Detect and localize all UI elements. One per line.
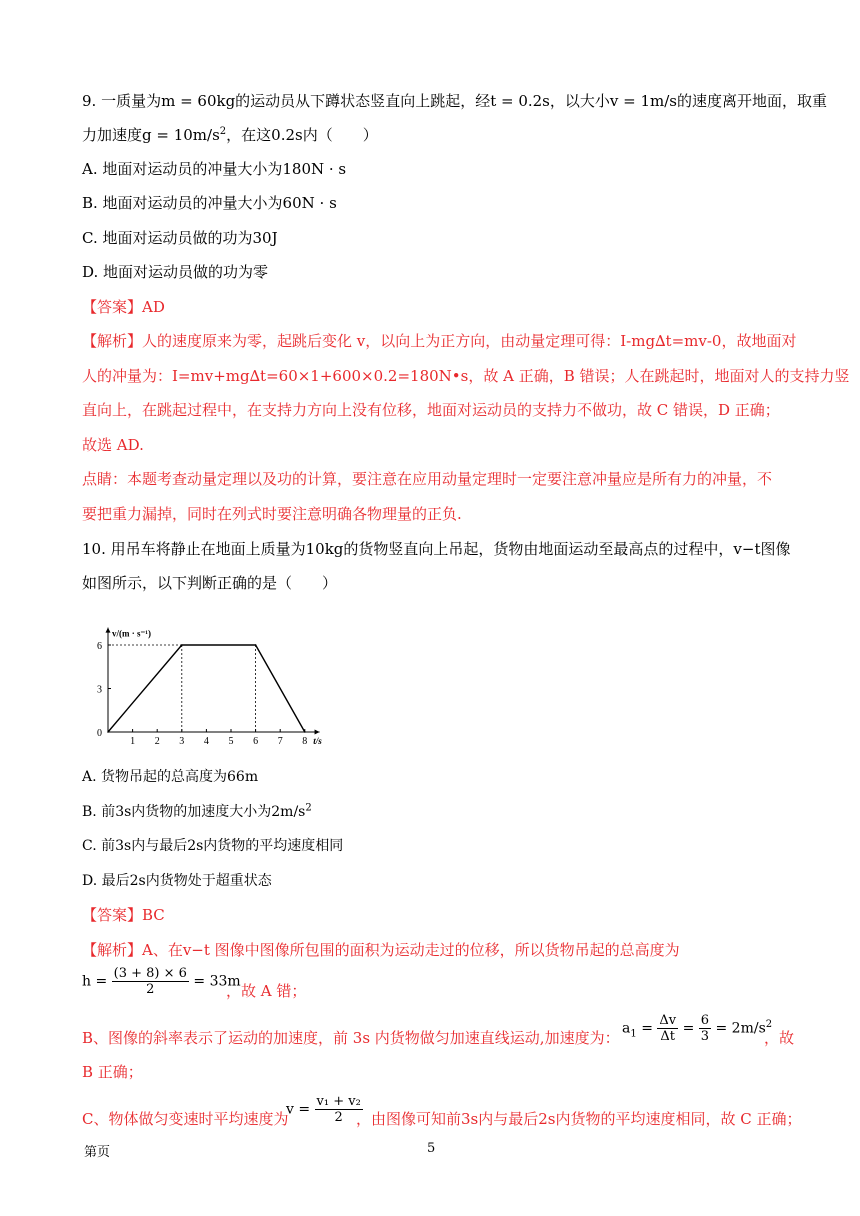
q9-option-a: A. 地面对运动员的冲量大小为180N · s [82, 160, 347, 178]
x-tick-label: 2 [154, 736, 160, 746]
q9-stem-tail: ，在这0.2s内（ ） [226, 126, 378, 144]
q10-analysis-b-line1: B、图像的斜率表示了运动的加速度，前 3s 内货物做匀加速直线运动,加速度为： [82, 1029, 620, 1047]
data-point [181, 644, 183, 646]
q10-option-b-sup: 2 [305, 802, 312, 814]
x-tick-label: 3 [179, 736, 185, 746]
x-tick-label: 7 [277, 736, 283, 746]
data-point [304, 731, 306, 733]
q10-analysis-b-line3: B 正确； [82, 1063, 143, 1081]
formula-height-lhs: h = [82, 973, 108, 990]
formula-accel-num2: 6 [700, 1013, 710, 1028]
data-point [255, 644, 257, 646]
q9-gravity-sup: 2 [219, 126, 227, 137]
q10-stem-line2: 如图所示，以下判断正确的是（ ） [82, 574, 338, 592]
x-tick-label: 6 [253, 736, 259, 746]
y-tick-label: 6 [97, 641, 102, 652]
q9-analysis-line4: 故选 AD. [82, 436, 144, 454]
formula-accel-sub: 1 [630, 1028, 637, 1040]
q9-option-d: D. 地面对运动员做的功为零 [82, 263, 269, 281]
page-number: 5 [427, 1141, 436, 1156]
x-tick-label: 5 [228, 736, 234, 746]
formula-average-velocity [286, 1094, 363, 1125]
q10-option-a: A. 货物吊起的总高度为66m [82, 769, 259, 785]
y-axis-arrow [106, 628, 111, 633]
formula-accel-rhs: = 2m/s [715, 1020, 766, 1037]
q10-analysis-a-line2: ，故 A 错； [226, 982, 307, 1000]
q10-analysis-a-line1: 【解析】A、在v−t 图像中图像所包围的面积为运动走过的位移，所以货物吊起的总高度为 [82, 941, 680, 959]
q10-option-c: C. 前3s内与最后2s内货物的平均速度相同 [82, 838, 344, 854]
formula-accel-fraction1 [657, 1013, 678, 1044]
q9-tip-line2: 要把重力漏掉，同时在列式时要注意明确各物理量的正负. [82, 505, 462, 523]
x-tick-label: 8 [302, 736, 308, 746]
formula-accel-den1: Δt [660, 1029, 676, 1044]
q9-option-b: B. 地面对运动员的冲量大小为60N · s [82, 194, 337, 212]
formula-height-rhs: = 33m [193, 973, 241, 990]
q9-gravity-text: 力加速度g = 10m/s [82, 126, 220, 144]
q9-option-c: C. 地面对运动员做的功为30J [82, 229, 278, 247]
q10-option-b-text: B. 前3s内货物的加速度大小为2m/s [82, 804, 306, 820]
x-axis-label: t/s [313, 736, 322, 746]
x-axis-arrow [315, 730, 320, 735]
formula-accel-a: a [622, 1020, 631, 1037]
formula-acceleration: $a_1$ = $\frac{\Delta v}{\Delta t}$ = $\frac{6}{3}$ = $2m/s^2$ [622, 1013, 773, 1044]
q10-analysis-c-line1: C、物体做匀变速时平均速度为 [82, 1110, 289, 1128]
q9-stem-line1: 9. 一质量为m = 60kg的运动员从下蹲状态竖直向上跳起，经t = 0.2s，以大小v = 1m/s的速度离开地面，取重 [82, 92, 827, 110]
footer-label: 第页 [84, 1145, 111, 1160]
q9-stem-line2 [82, 125, 378, 145]
series-velocity-line [108, 645, 305, 732]
formula-height-numerator: (3 + 8) × 6 [113, 966, 187, 981]
q10-answer: 【答案】BC [82, 906, 165, 924]
data-point [107, 731, 109, 733]
q9-analysis-line2: 人的冲量为：I=mv+mg∆t=60×1+600×0.2=180N•s，故 A 正确，B 错误；人在跳起时，地面对人的支持力竖 [82, 367, 850, 385]
formula-avg-v-lhs: v = [286, 1101, 311, 1118]
q10-analysis-c-line2: ，由图像可知前3s内与最后2s内货物的平均速度相同，故 C 正确； [356, 1110, 802, 1128]
formula-height-denominator: 2 [146, 982, 155, 997]
formula-height-fraction [112, 966, 189, 997]
q9-answer: 【答案】AD [82, 298, 165, 316]
formula-height [82, 966, 241, 997]
y-tick-label: 3 [97, 684, 102, 696]
formula-avg-v-den: 2 [334, 1110, 343, 1125]
formula-avg-v-num: v₁ + v₂ [316, 1094, 361, 1109]
formula-accel-den2: 3 [700, 1029, 710, 1044]
q9-analysis-line1: 【解析】人的速度原来为零，起跳后变化 v，以向上为正方向，由动量定理可得：I-mg∆t=mv-0，故地面对 [82, 332, 797, 350]
q9-tip-line1: 点睛：本题考查动量定理以及功的计算，要注意在应用动量定理时一定要注意冲量应是所有力的冲量，不 [82, 470, 773, 488]
x-tick-label: 4 [203, 736, 209, 746]
q10-option-b [82, 802, 312, 822]
y-axis-label: v/(m · s⁻¹) [112, 628, 151, 639]
y-tick-label: 0 [97, 728, 102, 739]
q9-analysis-line3: 直向上，在跳起过程中，在支持力方向上没有位移，地面对运动员的支持力不做功，故 C 错误，D 正确； [82, 401, 780, 419]
q10-analysis-b-line2: ，故 [764, 1029, 795, 1047]
formula-accel-fraction2 [699, 1013, 711, 1044]
formula-accel-num1: Δv [659, 1013, 677, 1028]
formula-accel-sup: 2 [765, 1018, 773, 1030]
vt-graph [86, 606, 326, 746]
x-tick-label: 1 [130, 736, 136, 746]
q10-stem-line1: 10. 用吊车将静止在地面上质量为10kg的货物竖直向上吊起，货物由地面运动至最高点的过程中，v−t图像 [82, 540, 791, 558]
q10-option-d: D. 最后2s内货物处于超重状态 [82, 873, 272, 889]
